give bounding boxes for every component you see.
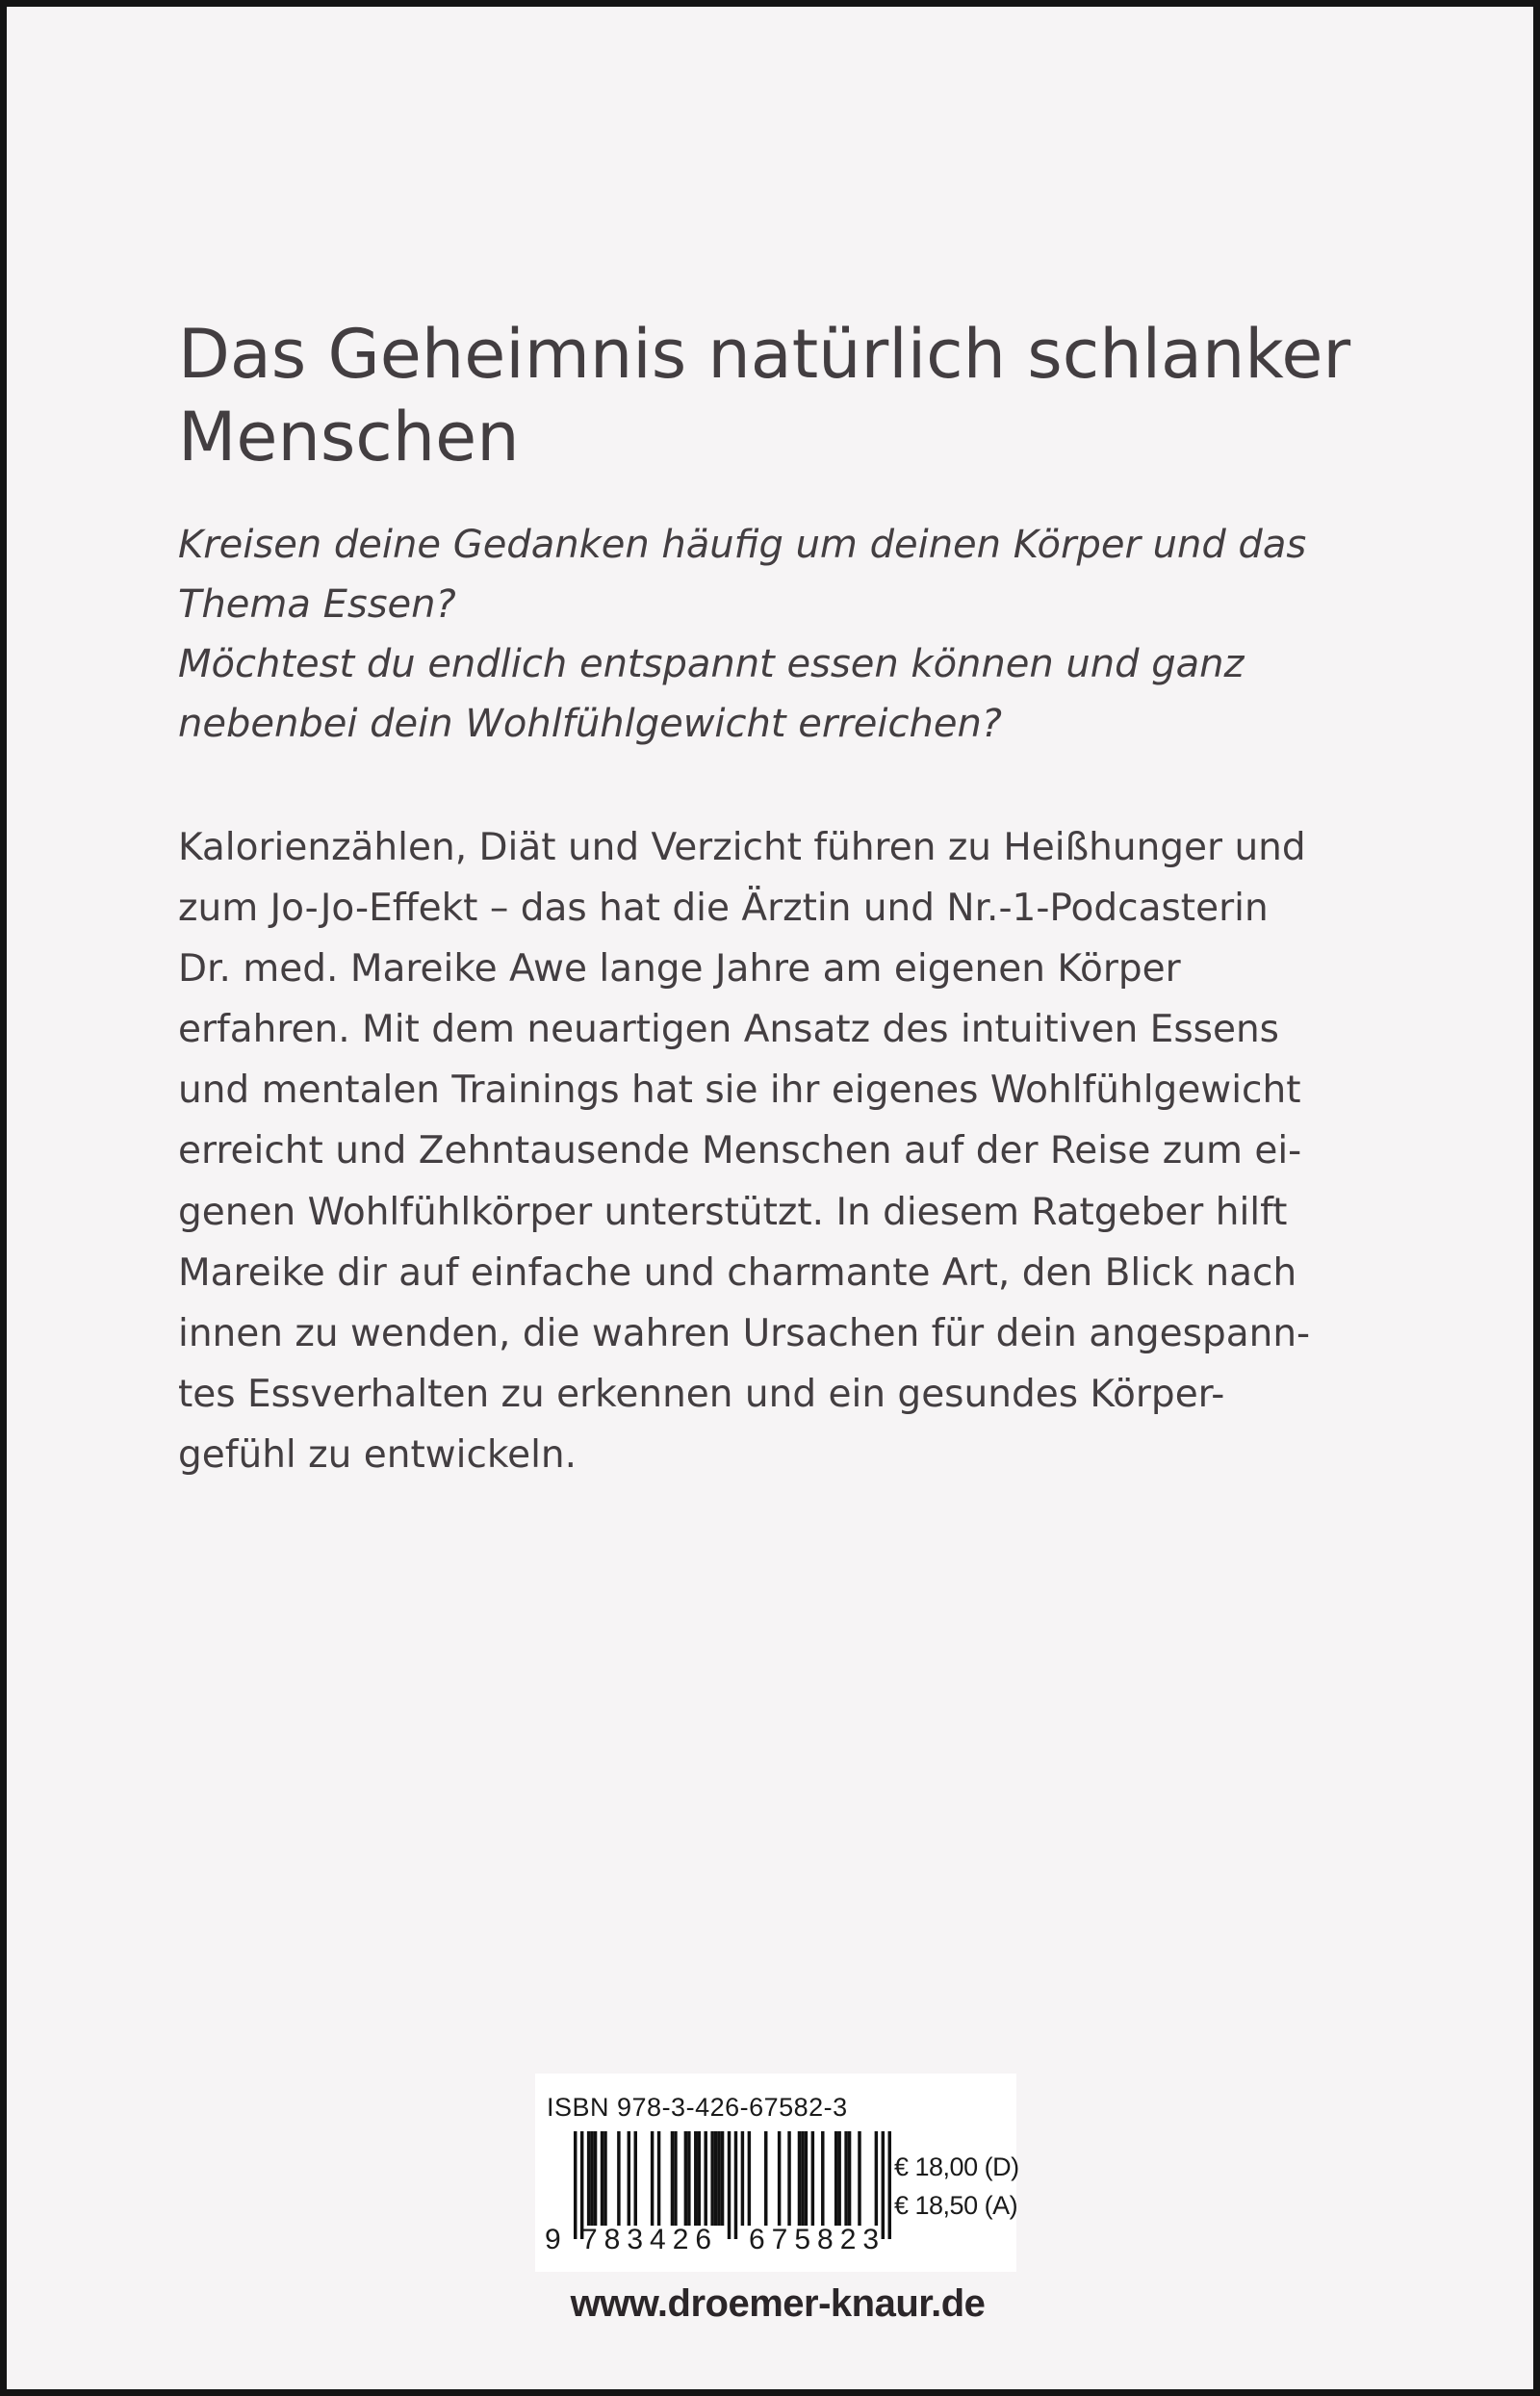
barcode-bar bbox=[834, 2131, 837, 2226]
barcode-bar bbox=[821, 2131, 824, 2226]
price-germany: € 18,00 (D) bbox=[894, 2152, 1019, 2181]
barcode-bar bbox=[717, 2131, 720, 2226]
book-title bbox=[178, 313, 1400, 478]
barcode-bar bbox=[844, 2131, 847, 2226]
isbn-label: ISBN 978-3-426-67582-3 bbox=[547, 2093, 848, 2122]
title-line: Menschen bbox=[178, 398, 520, 477]
teaser-line: Möchtest du endlich entspannt essen können und ganz bbox=[178, 642, 1245, 686]
publisher-website: www.droemer-knaur.de bbox=[570, 2282, 986, 2325]
barcode-panel bbox=[535, 2074, 1019, 2272]
barcode-bar bbox=[617, 2131, 620, 2226]
barcode-bar bbox=[603, 2131, 606, 2226]
blurb-paragraph bbox=[178, 817, 1429, 1485]
barcode-bar bbox=[674, 2131, 677, 2226]
barcode-bar bbox=[748, 2131, 751, 2226]
barcode-bar bbox=[698, 2131, 701, 2226]
teaser-line: nebenbei dein Wohlfühlgewicht erreichen? bbox=[178, 702, 1003, 746]
barcode-bar bbox=[875, 2131, 878, 2226]
barcode-bar bbox=[710, 2131, 713, 2226]
barcode-bar bbox=[671, 2131, 674, 2226]
barcode-bar bbox=[728, 2131, 731, 2239]
barcode-bar bbox=[687, 2131, 690, 2226]
barcode-bar bbox=[601, 2131, 603, 2226]
barcode-bar bbox=[888, 2131, 891, 2239]
ean-right-group: 675823 bbox=[749, 2224, 886, 2255]
ean-left-group: 783426 bbox=[581, 2224, 719, 2255]
barcode-bar bbox=[787, 2131, 790, 2226]
blurb-line: Dr. med. Mareike Awe lange Jahre am eigenen Körper bbox=[178, 947, 1181, 992]
teaser-line: Kreisen deine Gedanken häufig um deinen Körper und das bbox=[178, 523, 1307, 567]
teaser-questions bbox=[178, 515, 1429, 754]
blurb-line: Mareike dir auf einfache und charmante Art, den Blick nach bbox=[178, 1250, 1297, 1295]
teaser-line: Thema Essen? bbox=[178, 582, 456, 627]
barcode-bar bbox=[764, 2131, 767, 2226]
barcode-bar bbox=[651, 2131, 654, 2226]
barcode-bar bbox=[805, 2131, 808, 2226]
blurb-line: tes Essverhalten zu erkennen und ein gesundes Körper- bbox=[178, 1372, 1225, 1416]
blurb-line: genen Wohlfühlkörper unterstützt. In diesem Ratgeber hilft bbox=[178, 1190, 1288, 1234]
title-line: Das Geheimnis natürlich schlanker bbox=[178, 315, 1351, 394]
barcode-bar bbox=[634, 2131, 637, 2226]
barcode-bar bbox=[714, 2131, 717, 2226]
blurb-line: erreicht und Zehntausende Menschen auf der Reise zum ei- bbox=[178, 1129, 1302, 1173]
barcode-bar bbox=[811, 2131, 814, 2226]
barcode-bar bbox=[801, 2131, 804, 2226]
barcode-bar bbox=[628, 2131, 630, 2226]
price-austria: € 18,50 (A) bbox=[894, 2191, 1018, 2220]
barcode-bar bbox=[741, 2131, 744, 2226]
barcode-bar bbox=[684, 2131, 687, 2226]
barcode-bar bbox=[798, 2131, 801, 2226]
blurb-line: innen zu wenden, die wahren Ursachen für dein angespann- bbox=[178, 1311, 1311, 1355]
barcode-bar bbox=[721, 2131, 724, 2226]
barcode-bar bbox=[657, 2131, 660, 2226]
barcode-bar bbox=[594, 2131, 597, 2226]
blurb-line: und mentalen Trainings hat sie ihr eigenes Wohlfühlgewicht bbox=[178, 1069, 1301, 1113]
barcode-bar bbox=[587, 2131, 590, 2226]
barcode-bar bbox=[704, 2131, 706, 2226]
barcode-bar bbox=[694, 2131, 697, 2226]
ean-first-digit: 9 bbox=[545, 2224, 561, 2255]
barcode-bar bbox=[848, 2131, 851, 2226]
barcode-bar bbox=[837, 2131, 840, 2226]
barcode-bar bbox=[858, 2131, 860, 2226]
blurb-line: zum Jo-Jo-Effekt – das hat die Ärztin und Nr.-1-Podcasterin bbox=[178, 887, 1269, 931]
blurb-line: gefühl zu entwickeln. bbox=[178, 1432, 578, 1477]
barcode-bar bbox=[590, 2131, 593, 2226]
barcode-bar bbox=[734, 2131, 737, 2239]
barcode-bar bbox=[778, 2131, 781, 2226]
barcode-bar bbox=[574, 2131, 577, 2239]
blurb-line: erfahren. Mit dem neuartigen Ansatz des intuitiven Essens bbox=[178, 1008, 1279, 1052]
blurb-line: Kalorienzählen, Diät und Verzicht führen zu Heißhunger und bbox=[178, 826, 1306, 869]
